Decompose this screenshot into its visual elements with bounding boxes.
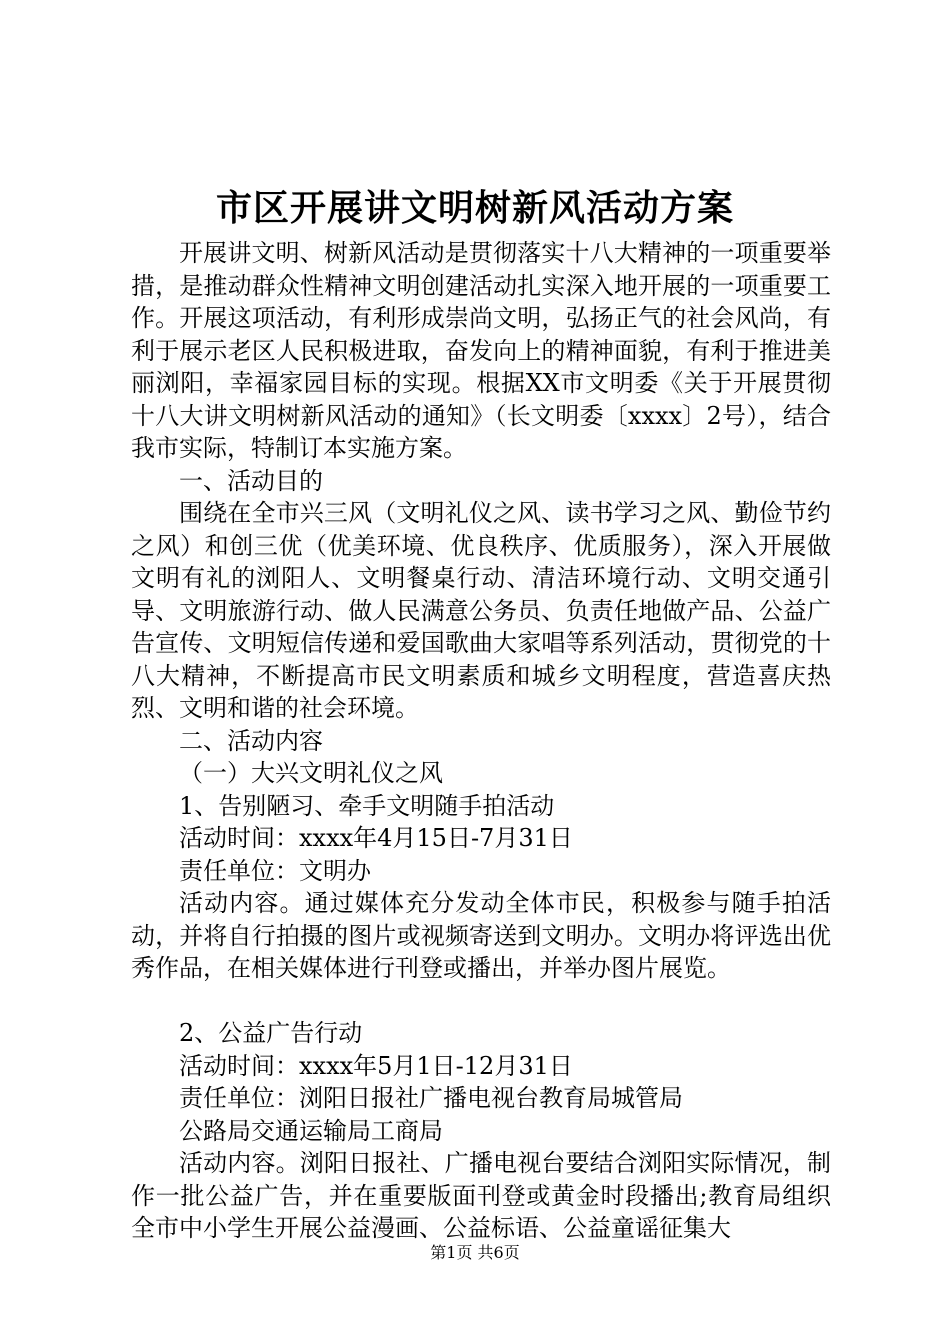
item-2-content: 活动内容。浏阳日报社、广播电视台要结合浏阳实际情况，制作一批公益广告，并在重要版面刊登或黄金时段播出;教育局组织全市中小学生开展公益漫画、公益标语、公益童谣征集大: [131, 1149, 831, 1242]
subsection-heading-1: （一）大兴文明礼仪之风: [179, 759, 443, 787]
document-body: [131, 237, 831, 1245]
item-1-content: 活动内容。通过媒体充分发动全体市民，积极参与随手拍活动，并将自行拍摄的图片或视频寄送到文明办。文明办将评选出优秀作品，在相关媒体进行刊登或播出，并举办图片展览。: [131, 889, 831, 982]
section-heading-purpose: 一、活动目的: [179, 466, 323, 495]
item-2-unit-continued: 公路局交通运输局工商局: [179, 1116, 443, 1145]
item-heading-1: 1、告别陋习、牵手文明随手拍活动: [179, 791, 555, 820]
item-1-unit: 责任单位：文明办: [179, 856, 371, 885]
paragraph-intro: 开展讲文明、树新风活动是贯彻落实十八大精神的一项重要举措，是推动群众性精神文明创建活动扎实深入地开展的一项重要工作。开展这项活动，有利形成崇尚文明，弘扬正气的社会风尚，有利于展示老区人民积极进取，奋发向上的精神面貌，有利于推进美丽浏阳，幸福家园目标的实现。根据XX市文明委《关于开展贯彻十八大讲文明树新风活动的通知》（长文明委〔xxxx〕2号），结合我市实际，特制订本实施方案。: [131, 239, 831, 462]
page-number-footer: 第1页 共6页: [430, 1243, 520, 1262]
item-2-time: 活动时间：xxxx年5月1日-12月31日: [179, 1051, 573, 1080]
item-2-unit: 责任单位：浏阳日报社广播电视台教育局城管局: [179, 1084, 683, 1112]
paragraph-gap: [131, 985, 831, 1018]
document-title: 市区开展讲文明树新风活动方案: [215, 187, 734, 229]
item-1-time: 活动时间：xxxx年4月15日-7月31日: [179, 824, 573, 852]
section-heading-content: 二、活动内容: [179, 726, 323, 755]
paragraph-purpose: 围绕在全市兴三风（文明礼仪之风、读书学习之风、勤俭节约之风）和创三优（优美环境、优良秩序、优质服务），深入开展做文明有礼的浏阳人、文明餐桌行动、清洁环境行动、文明交通引导、文明旅游行动、做人民满意公务员、负责任地做产品、公益广告宣传、文明短信传递和爱国歌曲大家唱等系列活动，贯彻党的十八大精神，不断提高市民文明素质和城乡文明程度，营造喜庆热烈、文明和谐的社会环境。: [131, 499, 831, 722]
item-heading-2: 2、公益广告行动: [179, 1019, 363, 1047]
